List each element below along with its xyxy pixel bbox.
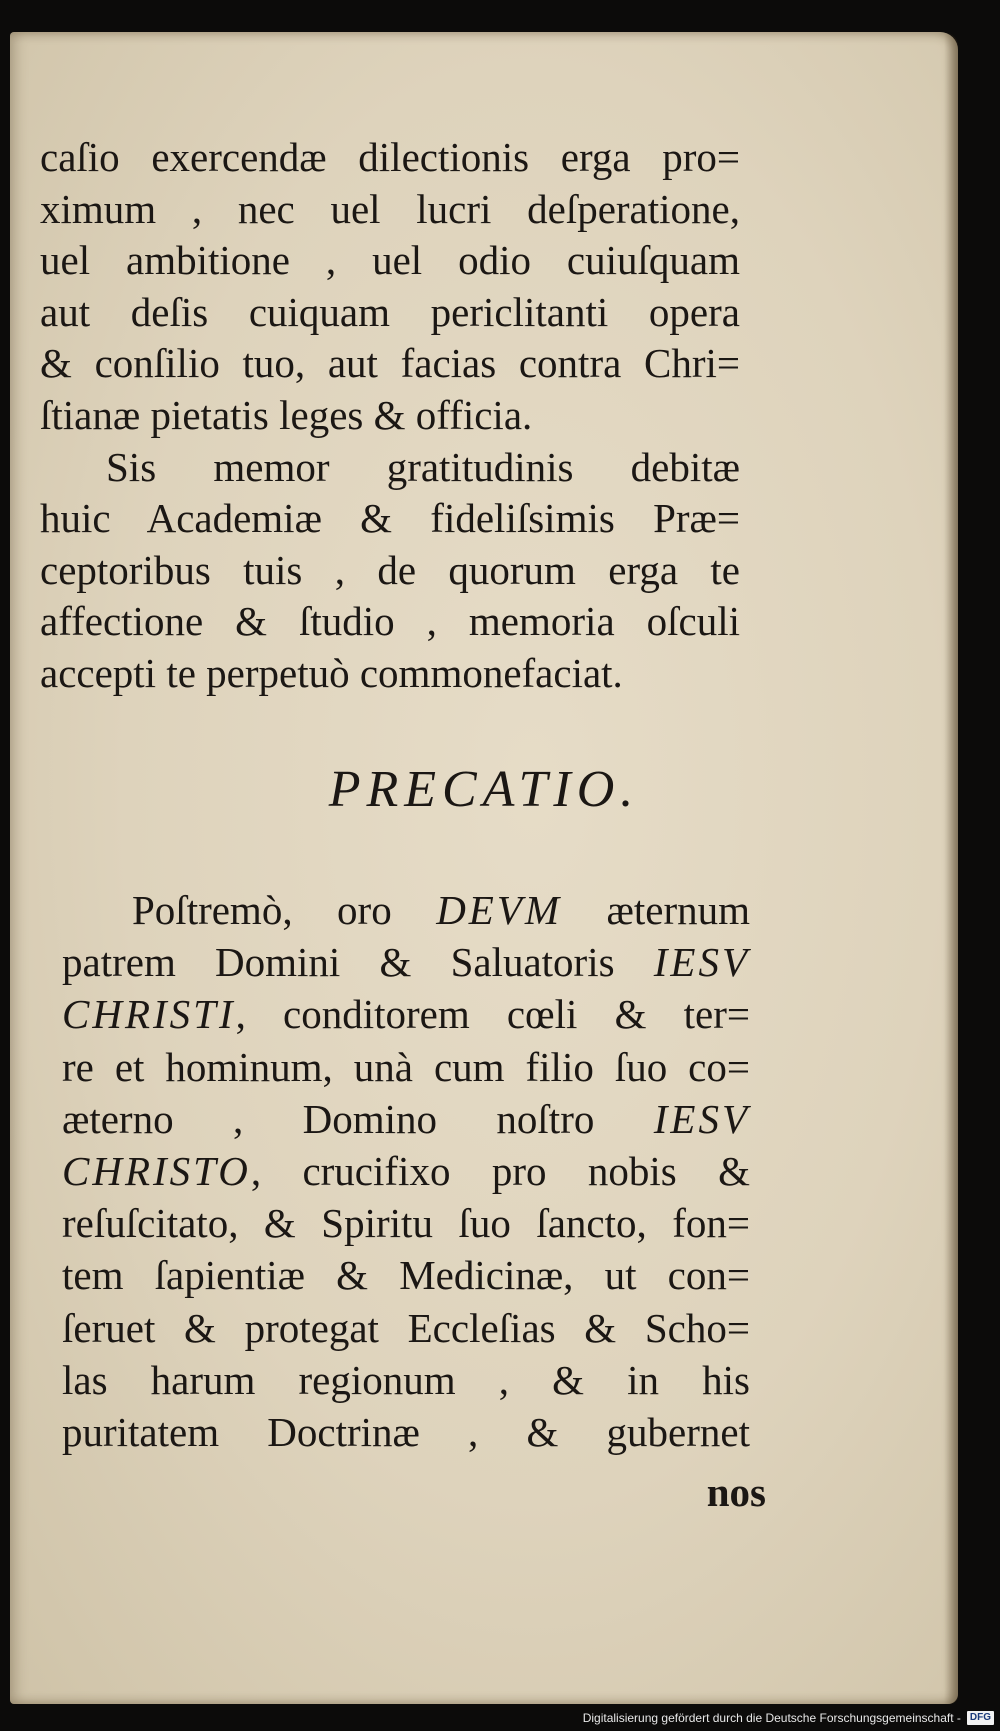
italic-run: DEVM <box>436 887 563 933</box>
text-line: caſio exercendæ dilectionis erga pro= <box>40 134 740 180</box>
text-run: patrem Domini & Saluatoris <box>62 939 654 986</box>
digitization-credit <box>583 1709 994 1727</box>
text-line: aut deſis cuiquam periclitanti opera <box>40 288 740 335</box>
text-line: re et hominum, unà cum filio ſuo co= <box>62 1043 750 1090</box>
italic-run: CHRISTI <box>62 991 236 1038</box>
text-line: ceptoribus tuis , de quorum erga te <box>40 546 740 593</box>
text-line: ximum , nec uel lucri deſperatione, <box>40 185 740 232</box>
italic-run: CHRISTO <box>62 1147 251 1194</box>
dfg-logo: DFG <box>967 1711 994 1725</box>
text-block-2 <box>62 884 750 1458</box>
text-line <box>62 884 750 936</box>
text-line: puritatem Doctrinæ , & gubernet <box>62 1408 750 1455</box>
text-line: ſeruet & protegat Eccleſias & Scho= <box>62 1304 750 1351</box>
credit-text: Digitalisierung gefördert durch die Deutsche Forschungsgemeinschaft - <box>582 1711 961 1725</box>
italic-run: IESV <box>653 939 750 986</box>
text-line: affectione & ſtudio , memoria oſculi <box>40 598 740 645</box>
text-run: Poſtremò, oro <box>132 887 437 933</box>
book-page <box>10 32 958 1704</box>
text-line: las harum regionum , & in his <box>62 1356 750 1403</box>
text-line: ſtianæ pietatis leges & officia. <box>40 391 533 438</box>
text-line <box>62 988 750 1040</box>
text-line: tem ſapientiæ & Medicinæ, ut con= <box>62 1252 750 1299</box>
catchword: nos <box>706 1469 766 1515</box>
text-run: æterno , Domino noſtro <box>62 1095 654 1142</box>
text-line: uel ambitione , uel odio cuiuſquam <box>40 237 740 284</box>
text-run: æternum <box>562 887 751 933</box>
text-line: Sis memor gratitudinis debitæ <box>106 443 740 490</box>
text-block-1 <box>40 132 740 700</box>
text-line: accepti te perpetuò commonefaciat. <box>40 649 623 696</box>
text-run: , conditorem cœli & ter= <box>235 991 750 1038</box>
page-edge-shadow <box>944 32 958 1704</box>
section-heading: PRECATIO. <box>328 761 640 818</box>
text-line <box>62 1145 750 1197</box>
text-line <box>62 936 750 988</box>
text-line: huic Academiæ & fideliſsimis Præ= <box>40 495 740 542</box>
text-line: & conſilio tuo, aut facias contra Chri= <box>40 340 740 387</box>
text-run: , crucifixo pro nobis & <box>250 1147 750 1194</box>
italic-run: IESV <box>653 1095 750 1142</box>
text-line: reſuſcitato, & Spiritu ſuo ſancto, fon= <box>62 1200 750 1247</box>
text-line <box>62 1093 750 1145</box>
